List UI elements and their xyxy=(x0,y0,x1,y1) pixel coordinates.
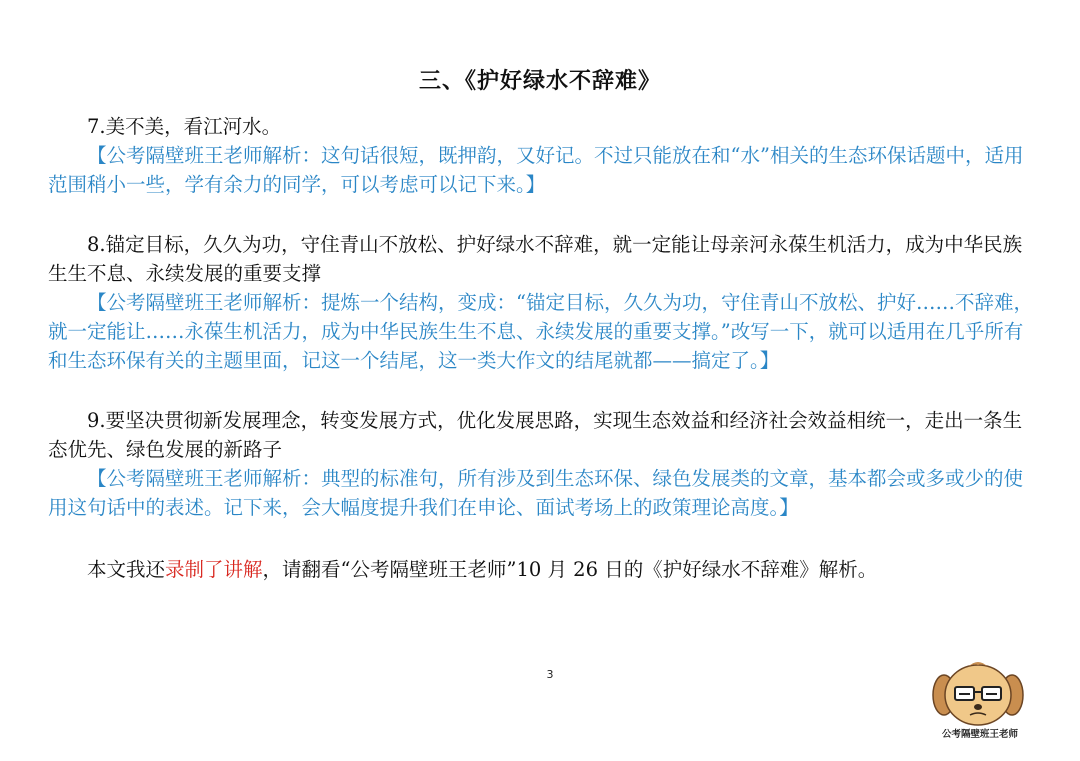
item-7-analysis: 【公考隔壁班王老师解析：这句话很短，既押韵，又好记。不过只能放在和“水”相关的生态环保话题中，适用范围稍小一些，学有余力的同学，可以考虑可以记下来。】 xyxy=(48,144,1024,196)
closing-highlight: 录制了讲解 xyxy=(165,558,263,581)
item-9-text: 9.要坚决贯彻新发展理念，转变发展方式，优化发展思路，实现生态效益和经济社会效益相统一，走出一条生态优先、绿色发展的新路子 xyxy=(48,409,1023,461)
item-7-text: 7.美不美，看江河水。 xyxy=(87,115,282,138)
page-number: 3 xyxy=(546,668,554,681)
closing-prefix: 本文我还 xyxy=(87,558,166,581)
document-body xyxy=(48,112,1038,584)
logo-caption: 公考隔壁班王老师 xyxy=(941,729,1018,740)
item-9-analysis: 【公考隔壁班王老师解析：典型的标准句，所有涉及到生态环保、绿色发展类的文章，基本都会或多或少的使用这句话中的表述。记下来，会大幅度提升我们在申论、面试考场上的政策理论高度。】 xyxy=(48,467,1024,519)
closing-note xyxy=(48,555,1038,584)
section-title: 三、《护好绿水不辞难》 xyxy=(418,68,661,94)
item-8-text: 8.锚定目标，久久为功，守住青山不放松、护好绿水不辞难，就一定能让母亲河永葆生机活力，成为中华民族生生不息、永续发展的重要支撑 xyxy=(48,233,1023,285)
item-8-analysis: 【公考隔壁班王老师解析：提炼一个结构，变成：“锚定目标，久久为功，守住青山不放松、护好……不辞难，就一定能让……永葆生机活力，成为中华民族生生不息、永续发展的重要支撑。”改写一下，就可以适用在几乎所有和生态环保有关的主题里面，记这一个结尾，这一类大作文的结尾就都——搞定了。】 xyxy=(48,291,1033,372)
closing-suffix: ，请翻看“公考隔壁班王老师”10 月 26 日的《护好绿水不辞难》解析。 xyxy=(262,558,878,581)
